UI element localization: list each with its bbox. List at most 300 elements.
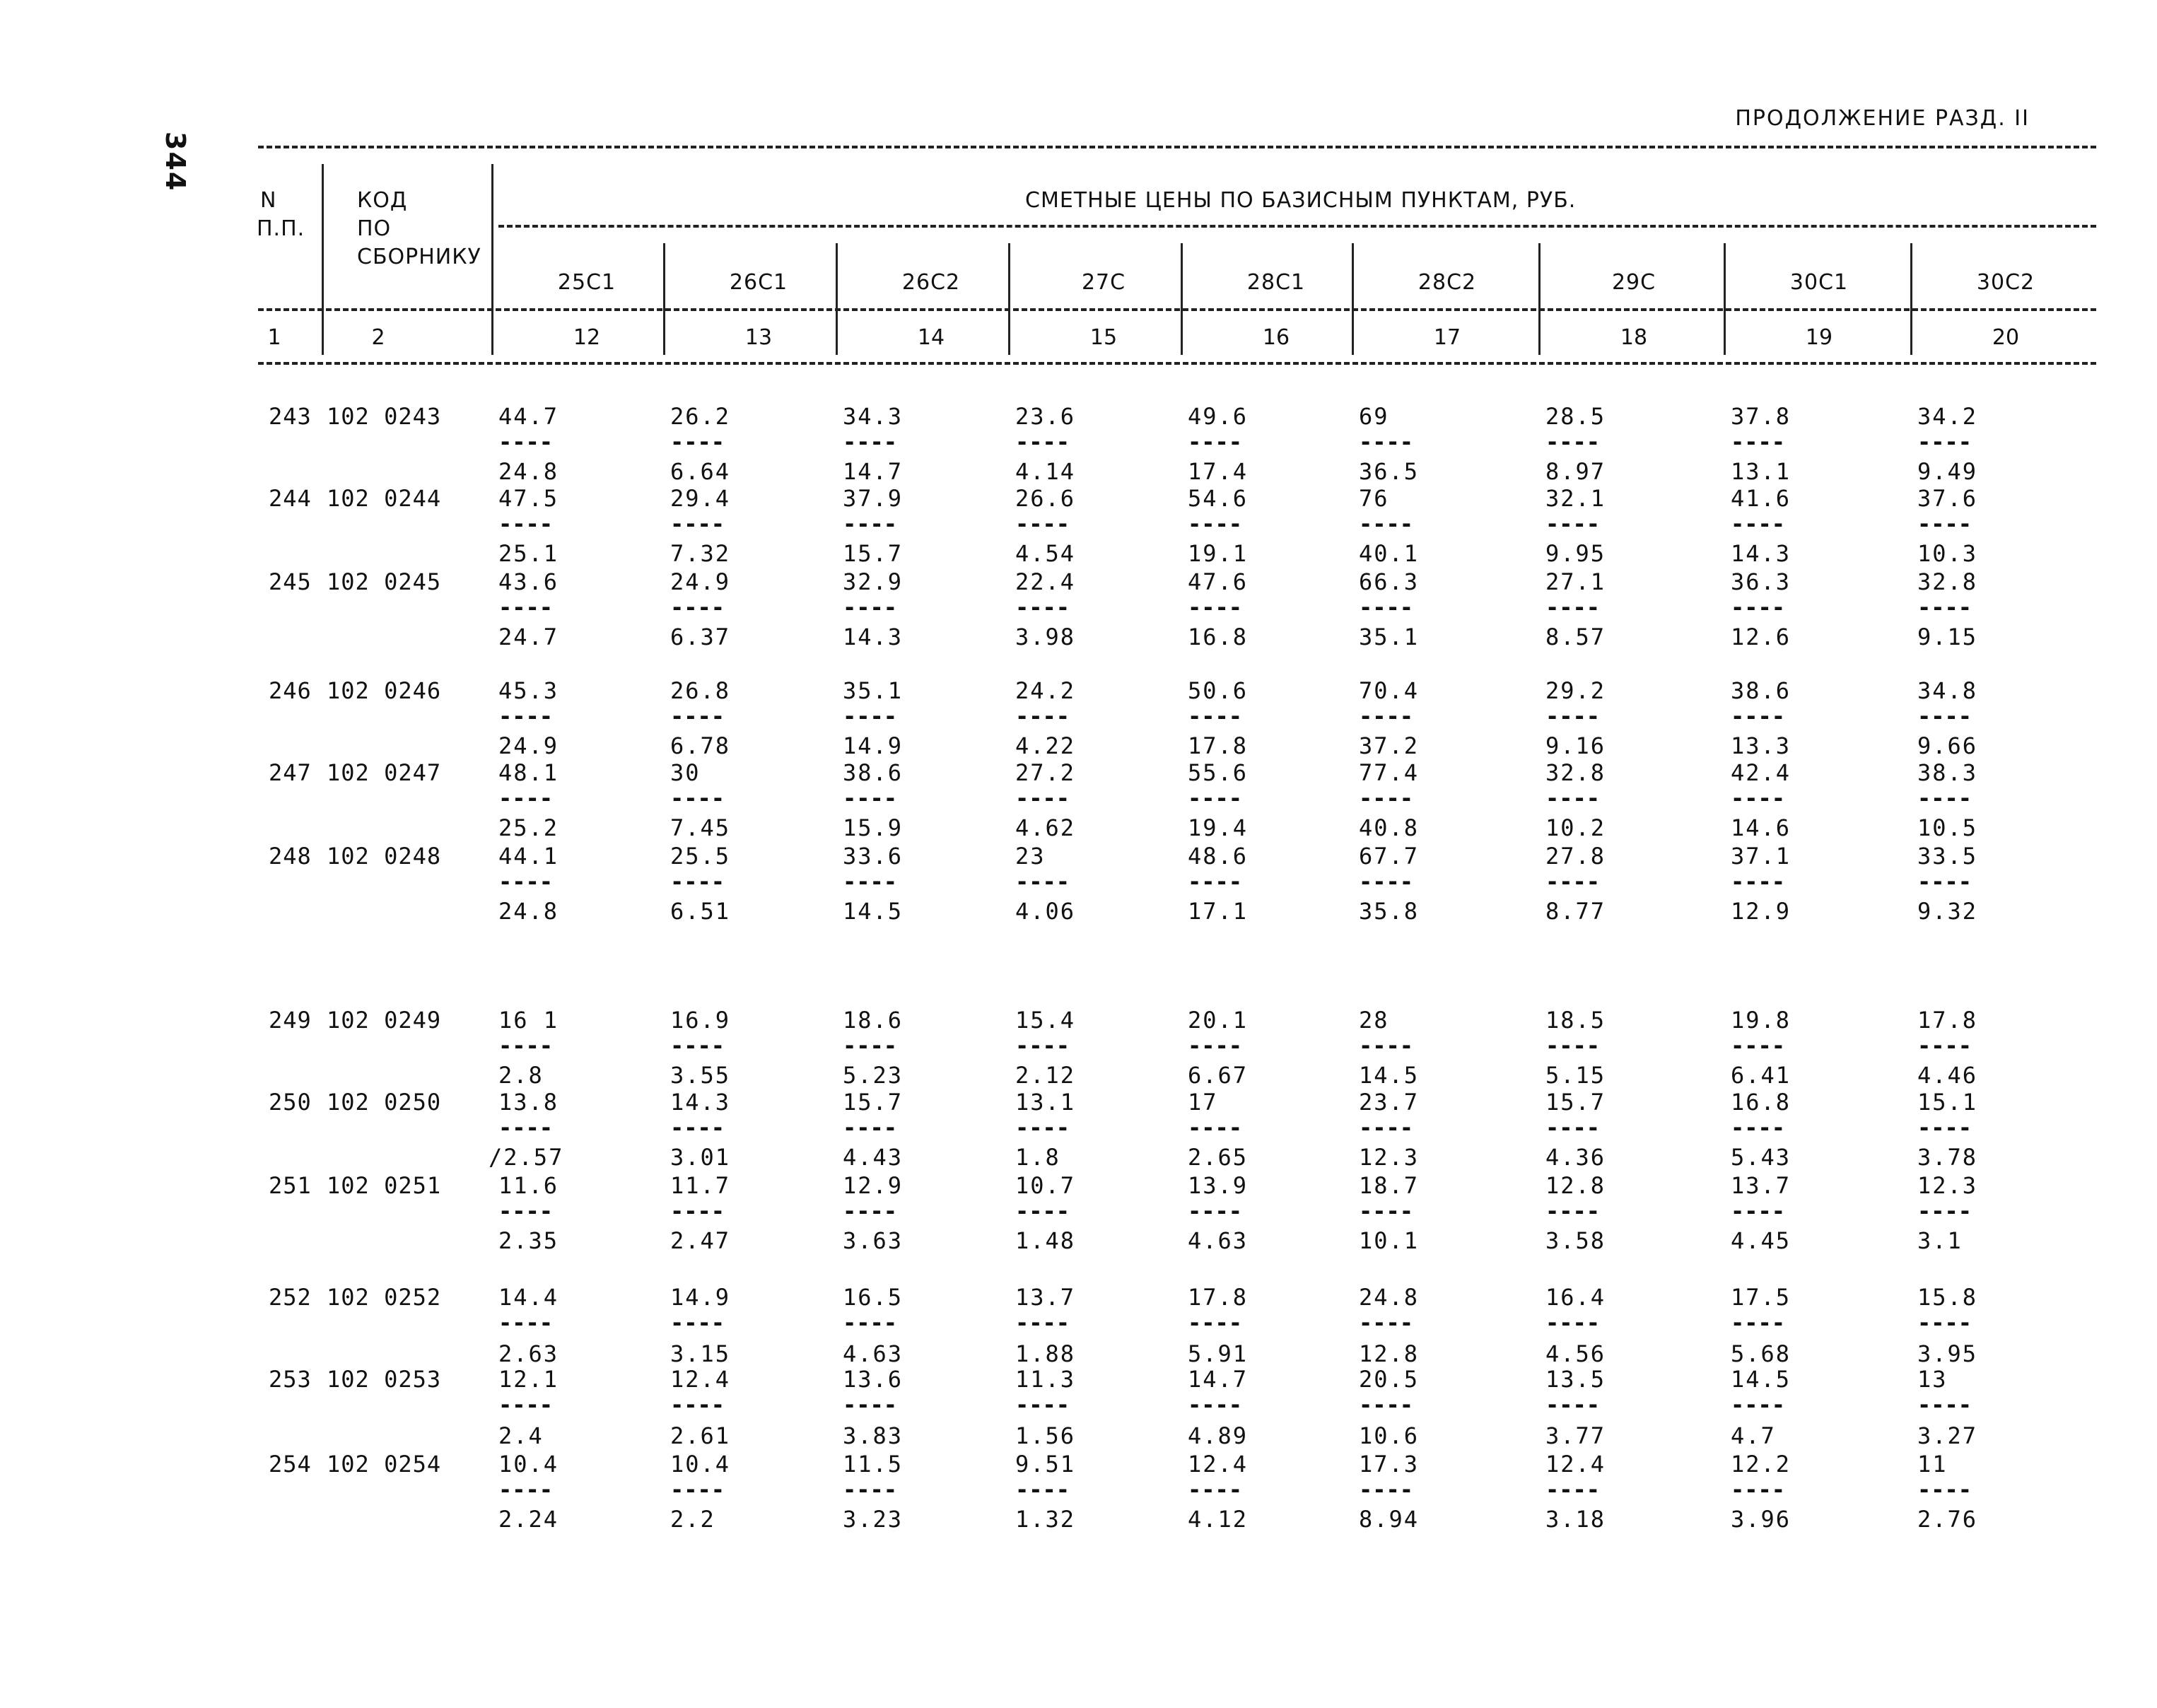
price-value-secondary: 4.12 bbox=[1188, 1506, 1249, 1533]
fraction-separator: ---- bbox=[1188, 428, 1243, 455]
price-value-secondary: 37.2 bbox=[1359, 732, 1420, 759]
price-value-secondary: 3.18 bbox=[1545, 1506, 1606, 1533]
fraction-separator: ---- bbox=[1731, 703, 1786, 730]
price-value-secondary: 4.89 bbox=[1188, 1422, 1249, 1449]
price-value-secondary: 4.63 bbox=[843, 1340, 904, 1367]
price-value-secondary: 15.7 bbox=[843, 540, 904, 567]
price-value: 38.3 bbox=[1917, 759, 1978, 786]
fraction-separator: ---- bbox=[1545, 1476, 1601, 1503]
header-top-rule bbox=[258, 146, 2096, 148]
row-number: 253 bbox=[269, 1366, 312, 1393]
price-value-secondary: 4.62 bbox=[1015, 814, 1076, 841]
price-value-secondary: 8.94 bbox=[1359, 1506, 1420, 1533]
fraction-separator: ---- bbox=[498, 1114, 554, 1141]
price-value-secondary: 4.14 bbox=[1015, 458, 1076, 485]
price-value: 12.3 bbox=[1917, 1172, 1978, 1199]
fraction-separator: ---- bbox=[1188, 1391, 1243, 1418]
fraction-separator: ---- bbox=[1359, 1309, 1414, 1336]
price-value: 76 bbox=[1359, 485, 1389, 512]
fraction-separator: ---- bbox=[670, 1032, 725, 1059]
price-value: 14.7 bbox=[1188, 1366, 1249, 1393]
fraction-separator: ---- bbox=[498, 510, 554, 537]
price-value-secondary: 3.27 bbox=[1917, 1422, 1978, 1449]
fraction-separator: ---- bbox=[843, 1114, 898, 1141]
price-value-secondary: 9.32 bbox=[1917, 898, 1978, 925]
header-n: N bbox=[260, 188, 277, 213]
fraction-separator: ---- bbox=[1917, 1114, 1972, 1141]
price-value: 66.3 bbox=[1359, 568, 1420, 595]
price-value-secondary: 35.8 bbox=[1359, 898, 1420, 925]
price-value: 27.8 bbox=[1545, 843, 1606, 870]
point-header: 28С1 bbox=[1246, 270, 1306, 295]
price-value-secondary: 3.15 bbox=[670, 1340, 731, 1367]
price-value: 9.51 bbox=[1015, 1451, 1076, 1478]
price-value: 24.9 bbox=[670, 568, 731, 595]
column-number: 19 bbox=[1805, 325, 1833, 350]
fraction-separator: ---- bbox=[1917, 428, 1972, 455]
fraction-separator: ---- bbox=[670, 785, 725, 812]
header-mid-rule bbox=[498, 225, 2096, 228]
price-value-secondary: 10.6 bbox=[1359, 1422, 1420, 1449]
price-value-secondary: 13.1 bbox=[1731, 458, 1791, 485]
fraction-separator: ---- bbox=[670, 1476, 725, 1503]
price-value-secondary: 24.8 bbox=[498, 898, 559, 925]
price-value-secondary: 6.37 bbox=[670, 624, 731, 650]
fraction-separator: ---- bbox=[1188, 868, 1243, 895]
price-value-secondary: 17.4 bbox=[1188, 458, 1249, 485]
fraction-separator: ---- bbox=[1731, 1114, 1786, 1141]
fraction-separator: ---- bbox=[1731, 785, 1786, 812]
fraction-separator: ---- bbox=[1188, 510, 1243, 537]
row-code: 102 0247 bbox=[327, 759, 442, 786]
column-number: 14 bbox=[917, 325, 945, 350]
price-value: 33.5 bbox=[1917, 843, 1978, 870]
fraction-separator: ---- bbox=[1359, 428, 1414, 455]
row-code: 102 0253 bbox=[327, 1366, 442, 1393]
price-value: 23.6 bbox=[1015, 403, 1076, 430]
price-value-secondary: 10.1 bbox=[1359, 1227, 1420, 1254]
price-value: 28.5 bbox=[1545, 403, 1606, 430]
price-value: 16 1 bbox=[498, 1007, 559, 1034]
fraction-separator: ---- bbox=[498, 703, 554, 730]
row-number: 254 bbox=[269, 1451, 312, 1478]
price-value: 32.8 bbox=[1545, 759, 1606, 786]
price-value: 17.8 bbox=[1917, 1007, 1978, 1034]
fraction-separator: ---- bbox=[498, 1198, 554, 1224]
price-value-secondary: 6.67 bbox=[1188, 1062, 1249, 1089]
fraction-separator: ---- bbox=[1917, 1476, 1972, 1503]
price-value-secondary: 2.76 bbox=[1917, 1506, 1978, 1533]
fraction-separator: ---- bbox=[1731, 868, 1786, 895]
fraction-separator: ---- bbox=[843, 868, 898, 895]
fraction-separator: ---- bbox=[1731, 510, 1786, 537]
price-value-secondary: 12.3 bbox=[1359, 1144, 1420, 1171]
price-value: 44.1 bbox=[498, 843, 559, 870]
row-number: 245 bbox=[269, 568, 312, 595]
price-value: 41.6 bbox=[1731, 485, 1791, 512]
fraction-separator: ---- bbox=[1188, 1032, 1243, 1059]
point-column-divider bbox=[1538, 243, 1541, 355]
price-value-secondary: 1.32 bbox=[1015, 1506, 1076, 1533]
price-value-secondary: 40.8 bbox=[1359, 814, 1420, 841]
row-number: 252 bbox=[269, 1284, 312, 1311]
price-value-secondary: /2.57 bbox=[489, 1144, 564, 1171]
price-value: 43.6 bbox=[498, 568, 559, 595]
fraction-separator: ---- bbox=[670, 428, 725, 455]
fraction-separator: ---- bbox=[843, 1476, 898, 1503]
row-number: 248 bbox=[269, 843, 312, 870]
column-number: 12 bbox=[573, 325, 601, 350]
row-number: 249 bbox=[269, 1007, 312, 1034]
price-value-secondary: 10.3 bbox=[1917, 540, 1978, 567]
fraction-separator: ---- bbox=[1545, 868, 1601, 895]
column-number: 1 bbox=[267, 325, 281, 350]
price-value-secondary: 9.15 bbox=[1917, 624, 1978, 650]
price-value-secondary: 3.78 bbox=[1917, 1144, 1978, 1171]
price-value: 38.6 bbox=[843, 759, 904, 786]
price-value: 18.5 bbox=[1545, 1007, 1606, 1034]
price-value: 77.4 bbox=[1359, 759, 1420, 786]
price-value-secondary: 14.3 bbox=[843, 624, 904, 650]
price-value-secondary: 5.15 bbox=[1545, 1062, 1606, 1089]
fraction-separator: ---- bbox=[1188, 785, 1243, 812]
price-value: 47.6 bbox=[1188, 568, 1249, 595]
fraction-separator: ---- bbox=[670, 1198, 725, 1224]
fraction-separator: ---- bbox=[1015, 1114, 1070, 1141]
fraction-separator: ---- bbox=[843, 703, 898, 730]
fraction-separator: ---- bbox=[1359, 868, 1414, 895]
fraction-separator: ---- bbox=[670, 1309, 725, 1336]
price-value-secondary: 1.88 bbox=[1015, 1340, 1076, 1367]
price-value-secondary: 12.6 bbox=[1731, 624, 1791, 650]
fraction-separator: ---- bbox=[843, 1032, 898, 1059]
price-value-secondary: 17.1 bbox=[1188, 898, 1249, 925]
price-value: 17 bbox=[1188, 1089, 1218, 1116]
fraction-separator: ---- bbox=[1188, 1309, 1243, 1336]
price-value: 36.3 bbox=[1731, 568, 1791, 595]
price-value: 27.2 bbox=[1015, 759, 1076, 786]
fraction-separator: ---- bbox=[1731, 1476, 1786, 1503]
fraction-separator: ---- bbox=[843, 510, 898, 537]
price-value: 35.1 bbox=[843, 677, 904, 704]
fraction-separator: ---- bbox=[1917, 594, 1972, 621]
price-value-secondary: 7.32 bbox=[670, 540, 731, 567]
price-value-secondary: 13.3 bbox=[1731, 732, 1791, 759]
price-value-secondary: 3.77 bbox=[1545, 1422, 1606, 1449]
fraction-separator: ---- bbox=[1545, 1309, 1601, 1336]
page-number: 344 bbox=[160, 131, 191, 192]
price-value: 70.4 bbox=[1359, 677, 1420, 704]
price-value: 69 bbox=[1359, 403, 1389, 430]
price-value: 17.3 bbox=[1359, 1451, 1420, 1478]
price-value: 14.5 bbox=[1731, 1366, 1791, 1393]
price-value: 10.4 bbox=[670, 1451, 731, 1478]
price-value: 48.1 bbox=[498, 759, 559, 786]
price-value-secondary: 4.22 bbox=[1015, 732, 1076, 759]
row-number: 243 bbox=[269, 403, 312, 430]
price-value: 13.7 bbox=[1015, 1284, 1076, 1311]
price-value: 14.4 bbox=[498, 1284, 559, 1311]
price-value: 37.1 bbox=[1731, 843, 1791, 870]
price-value: 16.4 bbox=[1545, 1284, 1606, 1311]
price-value: 37.8 bbox=[1731, 403, 1791, 430]
price-value-secondary: 9.66 bbox=[1917, 732, 1978, 759]
price-value: 13.6 bbox=[843, 1366, 904, 1393]
point-header: 29С bbox=[1611, 270, 1656, 295]
price-value-secondary: 2.35 bbox=[498, 1227, 559, 1254]
header-code-1: КОД bbox=[357, 188, 408, 213]
price-value-secondary: 2.47 bbox=[670, 1227, 731, 1254]
column-number: 15 bbox=[1089, 325, 1118, 350]
price-value: 26.8 bbox=[670, 677, 731, 704]
point-header: 30С2 bbox=[1976, 270, 2035, 295]
price-value-secondary: 2.12 bbox=[1015, 1062, 1076, 1089]
column-number: 20 bbox=[1992, 325, 2020, 350]
price-value-secondary: 1.8 bbox=[1015, 1144, 1060, 1171]
price-value: 11.7 bbox=[670, 1172, 731, 1199]
price-value: 34.3 bbox=[843, 403, 904, 430]
fraction-separator: ---- bbox=[498, 594, 554, 621]
price-value: 37.6 bbox=[1917, 485, 1978, 512]
fraction-separator: ---- bbox=[843, 428, 898, 455]
fraction-separator: ---- bbox=[1359, 703, 1414, 730]
fraction-separator: ---- bbox=[498, 785, 554, 812]
header-divider bbox=[322, 164, 324, 355]
price-value-secondary: 16.8 bbox=[1188, 624, 1249, 650]
price-value-secondary: 4.56 bbox=[1545, 1340, 1606, 1367]
price-value-secondary: 24.9 bbox=[498, 732, 559, 759]
fraction-separator: ---- bbox=[1188, 703, 1243, 730]
row-number: 246 bbox=[269, 677, 312, 704]
price-value: 42.4 bbox=[1731, 759, 1791, 786]
fraction-separator: ---- bbox=[1359, 510, 1414, 537]
price-value: 16.9 bbox=[670, 1007, 731, 1034]
fraction-separator: ---- bbox=[1188, 1114, 1243, 1141]
price-value-secondary: 4.46 bbox=[1917, 1062, 1978, 1089]
point-column-divider bbox=[1910, 243, 1912, 355]
price-value: 15.7 bbox=[843, 1089, 904, 1116]
column-number: 18 bbox=[1620, 325, 1648, 350]
price-value-secondary: 25.2 bbox=[498, 814, 559, 841]
price-value: 13.8 bbox=[498, 1089, 559, 1116]
row-code: 102 0249 bbox=[327, 1007, 442, 1034]
fraction-separator: ---- bbox=[1917, 1309, 1972, 1336]
row-code: 102 0243 bbox=[327, 403, 442, 430]
price-value-secondary: 4.63 bbox=[1188, 1227, 1249, 1254]
price-value-secondary: 4.06 bbox=[1015, 898, 1076, 925]
price-value: 50.6 bbox=[1188, 677, 1249, 704]
price-value-secondary: 14.3 bbox=[1731, 540, 1791, 567]
fraction-separator: ---- bbox=[1015, 1032, 1070, 1059]
price-value-secondary: 8.57 bbox=[1545, 624, 1606, 650]
fraction-separator: ---- bbox=[1359, 1391, 1414, 1418]
fraction-separator: ---- bbox=[1545, 785, 1601, 812]
price-value-secondary: 1.48 bbox=[1015, 1227, 1076, 1254]
price-value-secondary: 19.1 bbox=[1188, 540, 1249, 567]
price-value-secondary: 19.4 bbox=[1188, 814, 1249, 841]
price-value: 29.4 bbox=[670, 485, 731, 512]
header-divider bbox=[491, 164, 493, 355]
price-value-secondary: 40.1 bbox=[1359, 540, 1420, 567]
fraction-separator: ---- bbox=[1731, 1391, 1786, 1418]
fraction-separator: ---- bbox=[1015, 1391, 1070, 1418]
price-value-secondary: 14.7 bbox=[843, 458, 904, 485]
fraction-separator: ---- bbox=[1731, 594, 1786, 621]
price-value: 15.4 bbox=[1015, 1007, 1076, 1034]
fraction-separator: ---- bbox=[1188, 1476, 1243, 1503]
fraction-separator: ---- bbox=[1917, 703, 1972, 730]
price-value-secondary: 35.1 bbox=[1359, 624, 1420, 650]
fraction-separator: ---- bbox=[498, 1476, 554, 1503]
price-value-secondary: 2.8 bbox=[498, 1062, 544, 1089]
row-code: 102 0254 bbox=[327, 1451, 442, 1478]
point-header: 25С1 bbox=[557, 270, 616, 295]
price-value: 48.6 bbox=[1188, 843, 1249, 870]
fraction-separator: ---- bbox=[1917, 510, 1972, 537]
price-value: 24.2 bbox=[1015, 677, 1076, 704]
price-value: 14.9 bbox=[670, 1284, 731, 1311]
price-value: 13.5 bbox=[1545, 1366, 1606, 1393]
fraction-separator: ---- bbox=[1015, 594, 1070, 621]
point-header: 30С1 bbox=[1789, 270, 1849, 295]
price-value-secondary: 25.1 bbox=[498, 540, 559, 567]
fraction-separator: ---- bbox=[670, 594, 725, 621]
price-value: 27.1 bbox=[1545, 568, 1606, 595]
fraction-separator: ---- bbox=[843, 1391, 898, 1418]
price-value-secondary: 2.4 bbox=[498, 1422, 544, 1449]
price-value: 37.9 bbox=[843, 485, 904, 512]
fraction-separator: ---- bbox=[1731, 1309, 1786, 1336]
price-value: 34.2 bbox=[1917, 403, 1978, 430]
fraction-separator: ---- bbox=[1545, 428, 1601, 455]
price-value: 18.6 bbox=[843, 1007, 904, 1034]
price-value: 23.7 bbox=[1359, 1089, 1420, 1116]
price-value-secondary: 6.78 bbox=[670, 732, 731, 759]
price-value-secondary: 9.16 bbox=[1545, 732, 1606, 759]
price-value: 12.1 bbox=[498, 1366, 559, 1393]
fraction-separator: ---- bbox=[1917, 1032, 1972, 1059]
price-value-secondary: 3.96 bbox=[1731, 1506, 1791, 1533]
price-value-secondary: 24.7 bbox=[498, 624, 559, 650]
price-value: 30 bbox=[670, 759, 701, 786]
price-value-secondary: 5.68 bbox=[1731, 1340, 1791, 1367]
header-prices-title: СМЕТНЫЕ ЦЕНЫ ПО БАЗИСНЫМ ПУНКТАМ, РУБ. bbox=[1025, 188, 1577, 213]
row-code: 102 0248 bbox=[327, 843, 442, 870]
price-value: 11.6 bbox=[498, 1172, 559, 1199]
price-value-secondary: 2.2 bbox=[670, 1506, 715, 1533]
point-header: 26С2 bbox=[901, 270, 961, 295]
fraction-separator: ---- bbox=[843, 785, 898, 812]
price-value-secondary: 14.6 bbox=[1731, 814, 1791, 841]
price-value-secondary: 3.63 bbox=[843, 1227, 904, 1254]
column-number: 2 bbox=[371, 325, 385, 350]
price-value: 54.6 bbox=[1188, 485, 1249, 512]
price-value: 33.6 bbox=[843, 843, 904, 870]
price-value: 12.4 bbox=[1545, 1451, 1606, 1478]
price-value: 18.7 bbox=[1359, 1172, 1420, 1199]
fraction-separator: ---- bbox=[1188, 1198, 1243, 1224]
fraction-separator: ---- bbox=[1359, 1198, 1414, 1224]
price-value-secondary: 6.41 bbox=[1731, 1062, 1791, 1089]
fraction-separator: ---- bbox=[498, 428, 554, 455]
fraction-separator: ---- bbox=[498, 868, 554, 895]
price-value-secondary: 3.58 bbox=[1545, 1227, 1606, 1254]
price-value: 34.8 bbox=[1917, 677, 1978, 704]
point-column-divider bbox=[1724, 243, 1726, 355]
price-value-secondary: 9.95 bbox=[1545, 540, 1606, 567]
price-value: 13 bbox=[1917, 1366, 1948, 1393]
price-value: 11.3 bbox=[1015, 1366, 1076, 1393]
header-code-3: СБОРНИКУ bbox=[357, 245, 481, 269]
fraction-separator: ---- bbox=[1545, 510, 1601, 537]
price-value: 11 bbox=[1917, 1451, 1948, 1478]
price-value-secondary: 4.43 bbox=[843, 1144, 904, 1171]
fraction-separator: ---- bbox=[843, 1198, 898, 1224]
fraction-separator: ---- bbox=[1917, 1198, 1972, 1224]
row-code: 102 0251 bbox=[327, 1172, 442, 1199]
price-value: 26.6 bbox=[1015, 485, 1076, 512]
fraction-separator: ---- bbox=[1015, 703, 1070, 730]
price-value: 44.7 bbox=[498, 403, 559, 430]
price-value: 20.5 bbox=[1359, 1366, 1420, 1393]
row-number: 247 bbox=[269, 759, 312, 786]
header-n-pp: П.П. bbox=[257, 216, 305, 241]
price-value: 15.1 bbox=[1917, 1089, 1978, 1116]
price-value-secondary: 8.97 bbox=[1545, 458, 1606, 485]
price-value-secondary: 4.54 bbox=[1015, 540, 1076, 567]
price-value-secondary: 12.9 bbox=[1731, 898, 1791, 925]
fraction-separator: ---- bbox=[843, 594, 898, 621]
row-code: 102 0246 bbox=[327, 677, 442, 704]
price-value: 16.5 bbox=[843, 1284, 904, 1311]
fraction-separator: ---- bbox=[1545, 594, 1601, 621]
price-value-secondary: 6.51 bbox=[670, 898, 731, 925]
price-value-secondary: 12.8 bbox=[1359, 1340, 1420, 1367]
fraction-separator: ---- bbox=[1015, 1309, 1070, 1336]
fraction-separator: ---- bbox=[1015, 510, 1070, 537]
row-code: 102 0245 bbox=[327, 568, 442, 595]
fraction-separator: ---- bbox=[1545, 1391, 1601, 1418]
price-value-secondary: 14.9 bbox=[843, 732, 904, 759]
price-value: 45.3 bbox=[498, 677, 559, 704]
price-value-secondary: 8.77 bbox=[1545, 898, 1606, 925]
point-header: 27С bbox=[1081, 270, 1126, 295]
fraction-separator: ---- bbox=[1359, 1032, 1414, 1059]
fraction-separator: ---- bbox=[1015, 785, 1070, 812]
price-value-secondary: 2.65 bbox=[1188, 1144, 1249, 1171]
price-value-secondary: 3.55 bbox=[670, 1062, 731, 1089]
price-value-secondary: 24.8 bbox=[498, 458, 559, 485]
fraction-separator: ---- bbox=[670, 510, 725, 537]
fraction-separator: ---- bbox=[1545, 1198, 1601, 1224]
row-code: 102 0250 bbox=[327, 1089, 442, 1116]
section-continuation: ПРОДОЛЖЕНИЕ РАЗД. II bbox=[1735, 106, 2030, 131]
fraction-separator: ---- bbox=[1359, 785, 1414, 812]
fraction-separator: ---- bbox=[1917, 1391, 1972, 1418]
price-value-secondary: 5.43 bbox=[1731, 1144, 1791, 1171]
price-value-secondary: 3.01 bbox=[670, 1144, 731, 1171]
row-number: 244 bbox=[269, 485, 312, 512]
price-value-secondary: 14.5 bbox=[843, 898, 904, 925]
price-value-secondary: 6.64 bbox=[670, 458, 731, 485]
price-value: 32.1 bbox=[1545, 485, 1606, 512]
price-value-secondary: 10.5 bbox=[1917, 814, 1978, 841]
fraction-separator: ---- bbox=[1731, 1198, 1786, 1224]
price-value-secondary: 3.95 bbox=[1917, 1340, 1978, 1367]
column-number: 16 bbox=[1262, 325, 1290, 350]
fraction-separator: ---- bbox=[1917, 868, 1972, 895]
fraction-separator: ---- bbox=[670, 703, 725, 730]
